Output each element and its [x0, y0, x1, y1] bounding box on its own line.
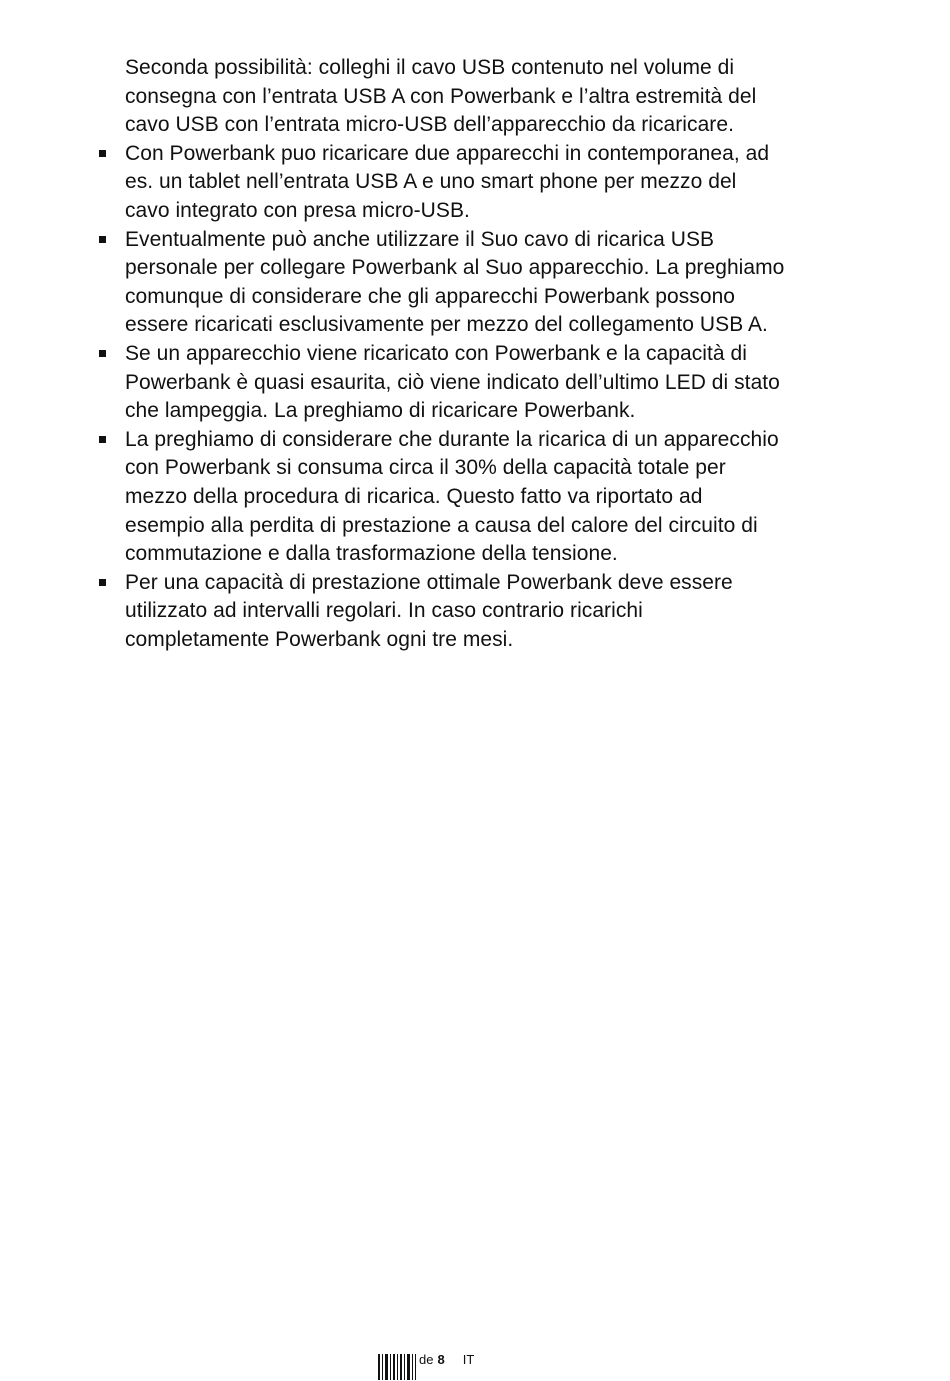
list-item [125, 340, 785, 426]
page-number [419, 1352, 474, 1368]
document-body [125, 54, 785, 654]
bullet-list [125, 140, 785, 655]
list-item-text: La preghiamo di considerare che durante la ricarica di un apparecchio con Powerbank si consuma circa il 30% della capacità totale per mezzo della procedura di ricarica. Questo fatto va riportato ad esempio alla perdita di prestazione a causa del calore del circuito di commutazione e dalla trasformazione della tensione. [125, 427, 779, 566]
total-pages: 8 [437, 1352, 445, 1367]
list-item [125, 569, 785, 655]
list-item [125, 226, 785, 340]
barcode-icon [378, 1354, 418, 1380]
page-footer [378, 1352, 474, 1380]
language-code: IT [462, 1352, 475, 1367]
square-bullet-icon [99, 150, 106, 157]
list-item-text: Per una capacità di prestazione ottimale Powerbank deve essere utilizzato ad intervalli regolari. In caso contrario ricarichi completamente Powerbank ogni tre mesi. [125, 570, 733, 651]
list-item-text: Eventualmente può anche utilizzare il Suo cavo di ricarica USB personale per collegare Powerbank al Suo apparecchio. La preghiamo comunque di considerare che gli apparecchi Powerbank possono essere ricaricati esclusivamente per mezzo del collegamento USB A. [125, 227, 785, 337]
square-bullet-icon [99, 350, 106, 357]
square-bullet-icon [99, 236, 106, 243]
page-of-label: de [419, 1352, 434, 1367]
square-bullet-icon [99, 579, 106, 586]
list-item-text: Se un apparecchio viene ricaricato con Powerbank e la capacità di Powerbank è quasi esaurita, ciò viene indicato dell’ultimo LED di stato che lampeggia. La preghiamo di ricaricare Powerbank. [125, 341, 780, 423]
list-item-text: Con Powerbank puo ricaricare due apparecchi in contemporanea, ad es. un tablet nell’entrata USB A e uno smart phone per mezzo del cavo integrato con presa micro-USB. [125, 141, 770, 222]
square-bullet-icon [99, 436, 106, 443]
list-item [125, 140, 785, 226]
list-item [125, 426, 785, 569]
intro-paragraph: Seconda possibilità: colleghi il cavo USB contenuto nel volume di consegna con l’entrata USB A con Powerbank e l’altra estremità del cavo USB con l’entrata micro-USB dell’apparecchio da ricaricare. [125, 56, 757, 137]
